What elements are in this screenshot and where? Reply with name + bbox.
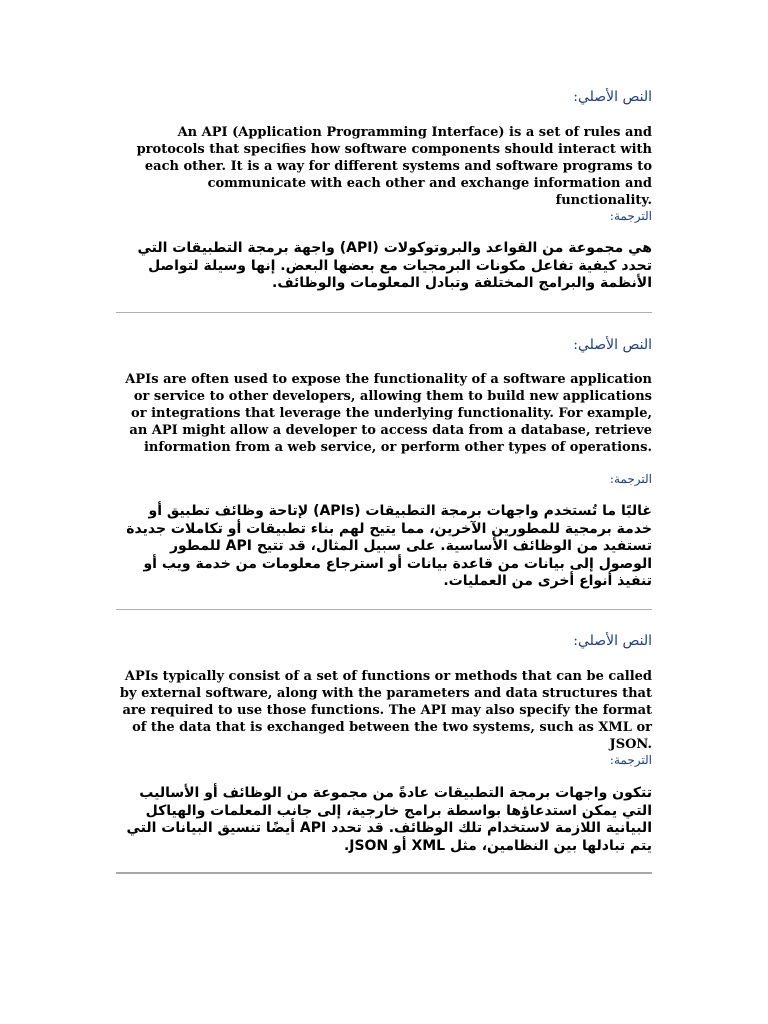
section-2-translation-label: الترجمة: — [609, 472, 652, 486]
section-1-original-label: النص الأصلي: — [573, 89, 652, 105]
section-3-divider — [116, 872, 652, 874]
section-1-english-wrap — [116, 124, 652, 209]
section-1-translation-label: الترجمة: — [609, 209, 652, 223]
section-2-translation-label-wrap — [116, 470, 652, 488]
section-1-english-text: An API (Application Programming Interface) is a set of rules and protocols that specifies how software components should interact with each other. It is a way for different systems and software programs to communicate with each other and exchange information and functionality. — [136, 125, 652, 208]
section-3-original-label-wrap — [116, 632, 652, 650]
section-1-divider — [116, 312, 652, 313]
section-1-arabic-wrap — [116, 240, 652, 293]
section-3-arabic-text: تتكون واجهات برمجة التطبيقات عادةً من مجموعة من الوظائف أو الأساليب التي يمكن استدعاؤها بواسطة برامج خارجية، إلى جانب المعلمات والهياكل البيانية اللازمة لاستخدام تلك الوظائف. قد تحدد API أيضًا تنسيق البيانات التي يتم تبادلها بين النظامين، مثل XML أو JSON. — [126, 785, 652, 854]
section-2-arabic-text: غالبًا ما تُستخدم واجهات برمجة التطبيقات (APIs) لإتاحة وظائف تطبيق أو خدمة برمجية للمطورين الآخرين، مما يتيح لهم بناء تطبيقات أو تكاملات جديدة تستفيد من الوظائف الأساسية. على سبيل المثال، قد تتيح API للمطور الوصول إلى بيانات من قاعدة بيانات أو استرجاع معلومات من خدمة ويب أو تنفيذ أنواع أخرى من العمليات. — [126, 503, 652, 589]
section-1-original-label-wrap — [116, 88, 652, 106]
section-2-divider — [116, 609, 652, 610]
section-3-translation-label-wrap — [116, 751, 652, 769]
section-1-arabic-text: هي مجموعة من القواعد والبروتوكولات (API) واجهة برمجة التطبيقات التي تحدد كيفية تفاعل مكونات البرمجيات مع بعضها البعض. إنها وسيلة لتواصل الأنظمة والبرامج المختلفة وتبادل المعلومات والوظائف. — [137, 240, 652, 291]
section-2-arabic-wrap — [116, 503, 652, 591]
section-3-original-label: النص الأصلي: — [573, 633, 652, 649]
section-2-original-label-wrap — [116, 336, 652, 354]
section-2-english-text: APIs are often used to expose the functionality of a software application or service to other developers, allowing them to build new applications or integrations that leverage the underlying functionality. For example, an API might allow a developer to access data from a database, retrieve information from a web service, or perform other types of operations. — [125, 372, 652, 455]
section-3-arabic-wrap — [116, 785, 652, 855]
section-1-translation-label-wrap — [116, 207, 652, 225]
section-3-english-wrap — [116, 668, 652, 753]
section-2-original-label: النص الأصلي: — [573, 337, 652, 353]
section-3-translation-label: الترجمة: — [609, 753, 652, 767]
section-2-english-wrap — [116, 371, 652, 456]
section-3-english-text: APIs typically consist of a set of functions or methods that can be called by external software, along with the parameters and data structures that are required to use those functions. The API may also specify the format of the data that is exchanged between the two systems, such as XML or JSON. — [119, 669, 652, 752]
